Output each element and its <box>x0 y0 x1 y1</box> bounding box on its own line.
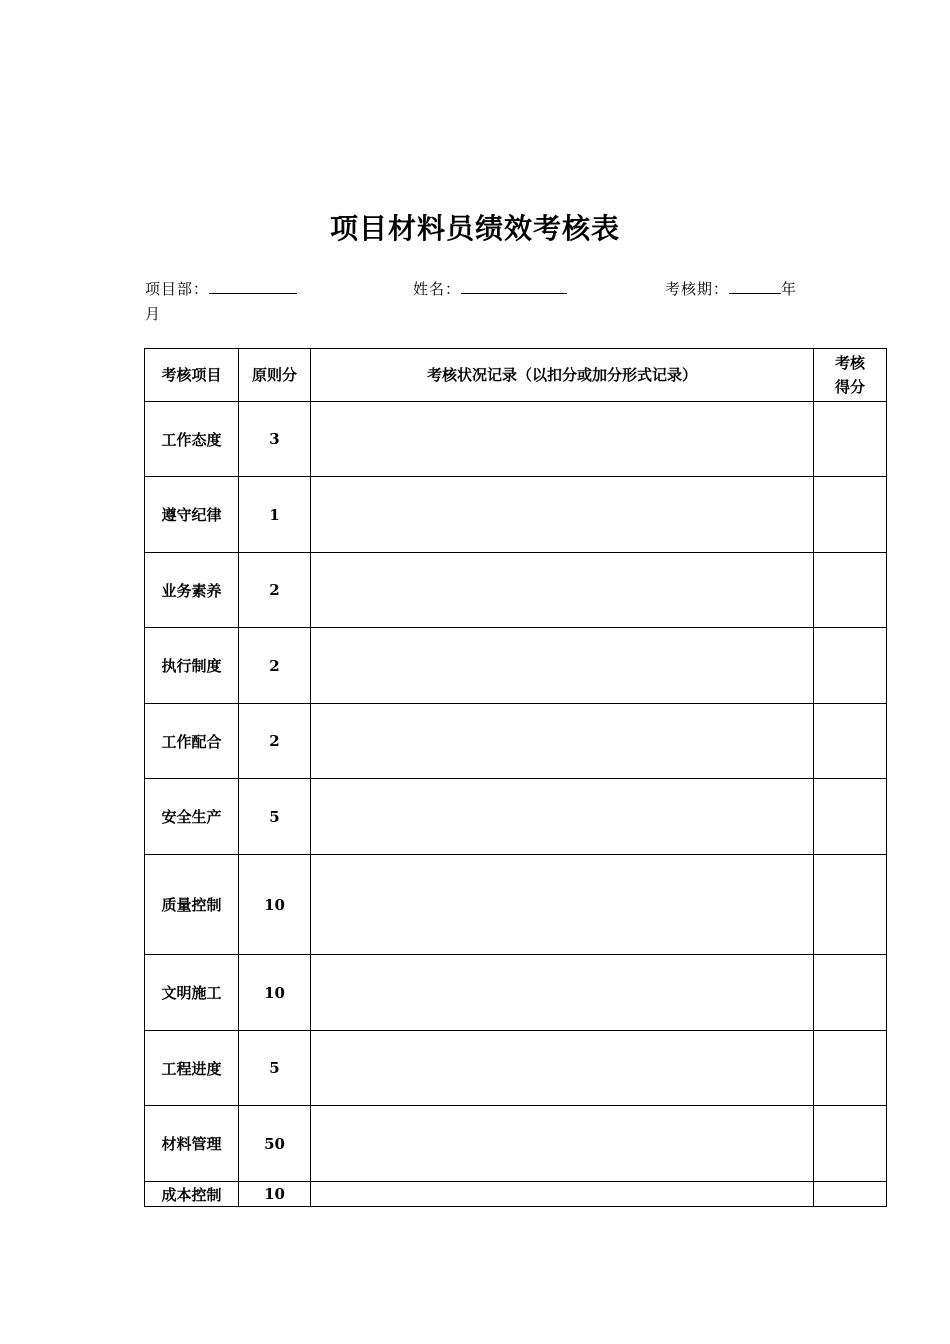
year-blank[interactable] <box>729 279 781 294</box>
row-record-cell[interactable] <box>311 855 814 955</box>
row-score-cell[interactable] <box>814 477 887 553</box>
row-base-score: 10 <box>239 955 311 1031</box>
row-score-cell[interactable] <box>814 704 887 779</box>
row-score-cell[interactable] <box>814 1106 887 1182</box>
year-suffix: 年 <box>781 280 798 298</box>
month-label: 月 <box>145 305 162 323</box>
row-base-score: 3 <box>239 402 311 477</box>
table-row <box>145 855 887 955</box>
row-item: 工作态度 <box>145 402 239 477</box>
name-label: 姓名： <box>413 280 462 298</box>
row-record-cell[interactable] <box>311 1182 814 1207</box>
header-score-line1: 考核 <box>834 354 865 372</box>
header-record: 考核状况记录（以扣分或加分形式记录） <box>311 349 814 402</box>
row-score-cell[interactable] <box>814 779 887 855</box>
table-header-row <box>145 349 887 402</box>
row-item: 业务素养 <box>145 553 239 628</box>
row-item: 文明施工 <box>145 955 239 1031</box>
page-title: 项目材料员绩效考核表 <box>329 212 620 245</box>
project-dept-label: 项目部： <box>145 280 210 298</box>
row-record-cell[interactable] <box>311 1106 814 1182</box>
row-base-score: 5 <box>239 1031 311 1106</box>
row-score-cell[interactable] <box>814 955 887 1031</box>
table-row <box>145 955 887 1031</box>
table-row <box>145 1182 887 1207</box>
row-base-score: 10 <box>239 855 311 955</box>
table-row <box>145 704 887 779</box>
name-field <box>413 278 567 299</box>
row-base-score: 5 <box>239 779 311 855</box>
row-item: 材料管理 <box>145 1106 239 1182</box>
row-record-cell[interactable] <box>311 955 814 1031</box>
row-base-score: 50 <box>239 1106 311 1182</box>
row-record-cell[interactable] <box>311 628 814 704</box>
row-base-score: 2 <box>239 704 311 779</box>
row-record-cell[interactable] <box>311 477 814 553</box>
table-row <box>145 779 887 855</box>
period-label: 考核期： <box>665 280 730 298</box>
row-score-cell[interactable] <box>814 1182 887 1207</box>
row-item: 质量控制 <box>145 855 239 955</box>
row-item: 遵守纪律 <box>145 477 239 553</box>
row-record-cell[interactable] <box>311 402 814 477</box>
row-base-score: 10 <box>239 1182 311 1207</box>
assessment-table <box>144 348 887 1207</box>
header-item: 考核项目 <box>145 349 239 402</box>
row-item: 工程进度 <box>145 1031 239 1106</box>
row-score-cell[interactable] <box>814 553 887 628</box>
row-score-cell[interactable] <box>814 855 887 955</box>
row-base-score: 2 <box>239 553 311 628</box>
table-row <box>145 477 887 553</box>
row-score-cell[interactable] <box>814 628 887 704</box>
name-blank[interactable] <box>461 279 567 294</box>
row-item: 工作配合 <box>145 704 239 779</box>
row-base-score: 2 <box>239 628 311 704</box>
row-base-score: 1 <box>239 477 311 553</box>
row-item: 执行制度 <box>145 628 239 704</box>
row-record-cell[interactable] <box>311 779 814 855</box>
row-score-cell[interactable] <box>814 402 887 477</box>
table-row <box>145 628 887 704</box>
header-base-score: 原则分 <box>239 349 311 402</box>
table-row <box>145 1106 887 1182</box>
row-score-cell[interactable] <box>814 1031 887 1106</box>
project-dept-blank[interactable] <box>209 279 297 294</box>
header-score-line2: 得分 <box>834 378 865 396</box>
table-row <box>145 402 887 477</box>
period-field <box>665 278 797 299</box>
header-score <box>814 349 887 402</box>
table-row <box>145 1031 887 1106</box>
project-dept-field <box>145 278 297 299</box>
table-row <box>145 553 887 628</box>
row-item: 成本控制 <box>145 1182 239 1207</box>
row-record-cell[interactable] <box>311 1031 814 1106</box>
row-record-cell[interactable] <box>311 553 814 628</box>
row-item: 安全生产 <box>145 779 239 855</box>
row-record-cell[interactable] <box>311 704 814 779</box>
